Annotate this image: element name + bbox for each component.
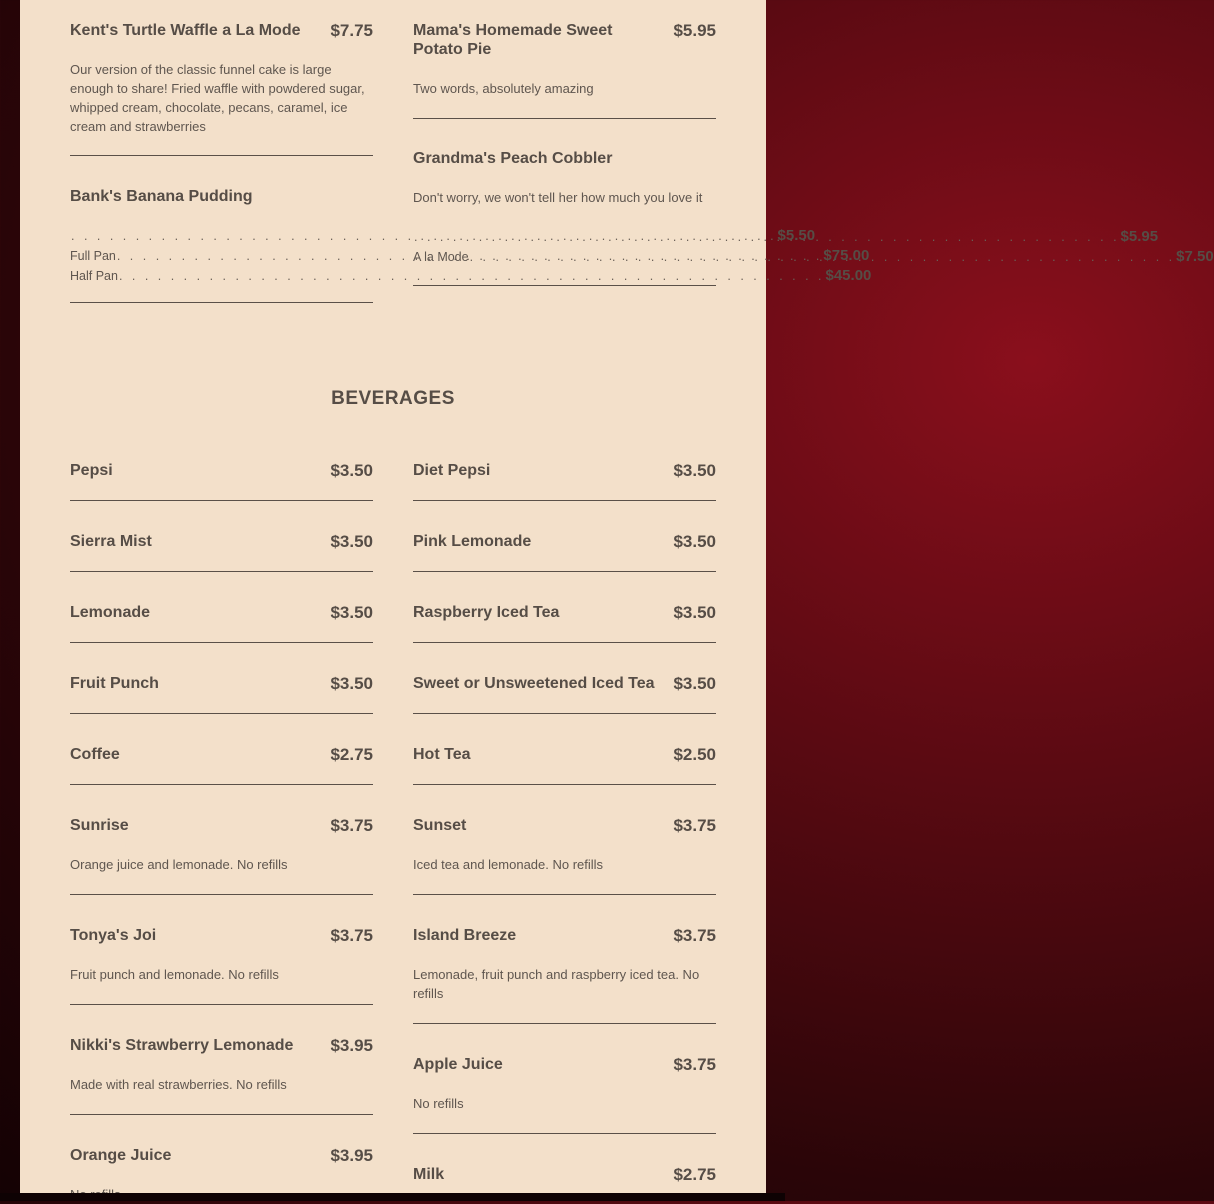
item-description: Fruit punch and lemonade. No refills	[70, 967, 279, 982]
item-name: Sunrise	[70, 817, 129, 834]
option-price: $7.50	[1176, 248, 1214, 265]
section-title-beverages: BEVERAGES	[331, 388, 455, 409]
item-price: $3.50	[673, 461, 716, 480]
item-name: Raspberry Iced Tea	[413, 604, 560, 621]
menu-item	[70, 674, 373, 693]
divider	[70, 1114, 373, 1115]
option-price: $5.50	[777, 227, 816, 244]
divider	[70, 155, 373, 156]
divider	[70, 713, 373, 714]
menu-item	[413, 674, 716, 693]
menu-item	[70, 461, 373, 480]
option-price: $5.95	[1120, 228, 1159, 245]
item-name: Pink Lemonade	[413, 533, 532, 550]
menu-item	[413, 1055, 716, 1113]
divider	[413, 1023, 716, 1024]
item-name: Coffee	[70, 746, 120, 763]
menu-item	[413, 532, 716, 551]
menu-panel	[20, 0, 1214, 1193]
item-price: $3.75	[673, 1055, 716, 1074]
item-price: $3.75	[673, 816, 716, 835]
menu-item	[413, 461, 716, 480]
item-price: $3.50	[330, 461, 373, 480]
divider	[413, 784, 716, 785]
item-name: Island Breeze	[413, 927, 517, 944]
item-price: $2.50	[673, 745, 716, 764]
item-name: Fruit Punch	[70, 675, 159, 692]
menu-item	[70, 926, 373, 984]
item-name: Nikki's Strawberry Lemonade	[70, 1037, 294, 1054]
divider	[70, 894, 373, 895]
divider	[70, 500, 373, 501]
item-name: Mama's Homemade Sweet Potato Pie	[413, 22, 613, 58]
menu-item	[70, 21, 373, 136]
menu-item	[413, 745, 716, 764]
item-price: $3.50	[673, 532, 716, 551]
item-description: Lemonade, fruit punch and raspberry iced tea. No refills	[413, 967, 700, 1001]
menu-item	[413, 816, 716, 874]
menu-item	[70, 816, 373, 874]
item-name: Orange Juice	[70, 1147, 172, 1164]
item-description: Made with real strawberries. No refills	[70, 1077, 287, 1092]
menu-item	[413, 926, 716, 1003]
menu-item	[70, 532, 373, 551]
divider	[413, 500, 716, 501]
divider	[70, 571, 373, 572]
option-price: $75.00	[823, 247, 870, 264]
divider	[70, 642, 373, 643]
item-price: $3.95	[330, 1036, 373, 1055]
divider	[413, 285, 716, 286]
option-label: Full Pan	[70, 249, 116, 263]
item-name: Lemonade	[70, 604, 151, 621]
item-description: Iced tea and lemonade. No refills	[413, 857, 604, 872]
item-name: Hot Tea	[413, 746, 471, 763]
option-price: $45.00	[825, 267, 872, 284]
item-price: $3.75	[330, 816, 373, 835]
divider	[70, 302, 373, 303]
item-price: $3.50	[673, 674, 716, 693]
option-label: Half Pan	[70, 269, 118, 283]
option-label: A la Mode	[413, 250, 469, 264]
divider	[70, 784, 373, 785]
divider	[413, 642, 716, 643]
item-description: Orange juice and lemonade. No refills	[70, 857, 288, 872]
menu-item	[70, 745, 373, 764]
item-name: Milk	[413, 1166, 445, 1183]
divider	[413, 118, 716, 119]
item-description: Our version of the classic funnel cake is large enough to share! Fried waffle with powdered sugar, whipped cream, chocolate, pecans, caramel, ice cream and strawberries	[70, 62, 365, 134]
item-name: Tonya's Joi	[70, 927, 157, 944]
item-price: $5.95	[673, 21, 716, 40]
item-price: $3.50	[330, 674, 373, 693]
bottom-edge	[0, 1193, 785, 1201]
item-name: Bank's Banana Pudding	[70, 188, 253, 205]
item-price: $7.75	[330, 21, 373, 40]
menu-item	[413, 21, 716, 98]
item-name: Grandma's Peach Cobbler	[413, 150, 613, 167]
menu-item	[413, 603, 716, 622]
item-name: Sunset	[413, 817, 467, 834]
item-price: $2.75	[330, 745, 373, 764]
item-price: $3.95	[330, 1146, 373, 1165]
price-option	[70, 226, 816, 246]
menu-item	[70, 603, 373, 622]
item-price: $2.75	[673, 1165, 716, 1184]
menu-item	[413, 1165, 716, 1184]
divider	[413, 713, 716, 714]
item-price: $3.50	[673, 603, 716, 622]
divider	[70, 1004, 373, 1005]
divider	[413, 1133, 716, 1134]
item-name: Kent's Turtle Waffle a La Mode	[70, 22, 301, 39]
item-name: Sierra Mist	[70, 533, 152, 550]
item-description: No refills	[413, 1096, 464, 1111]
item-price: $3.75	[673, 926, 716, 945]
item-price: $3.75	[330, 926, 373, 945]
item-name: Pepsi	[70, 462, 113, 479]
item-description: Two words, absolutely amazing	[413, 81, 594, 96]
divider	[413, 571, 716, 572]
menu-item	[70, 1036, 373, 1094]
item-price: $3.50	[330, 532, 373, 551]
item-name: Diet Pepsi	[413, 462, 491, 479]
divider	[413, 894, 716, 895]
item-description: Don't worry, we won't tell her how much you love it	[413, 190, 703, 205]
item-name: Apple Juice	[413, 1056, 503, 1073]
price-option	[70, 266, 872, 286]
item-price: $3.50	[330, 603, 373, 622]
item-name: Sweet or Unsweetened Iced Tea	[413, 675, 655, 692]
